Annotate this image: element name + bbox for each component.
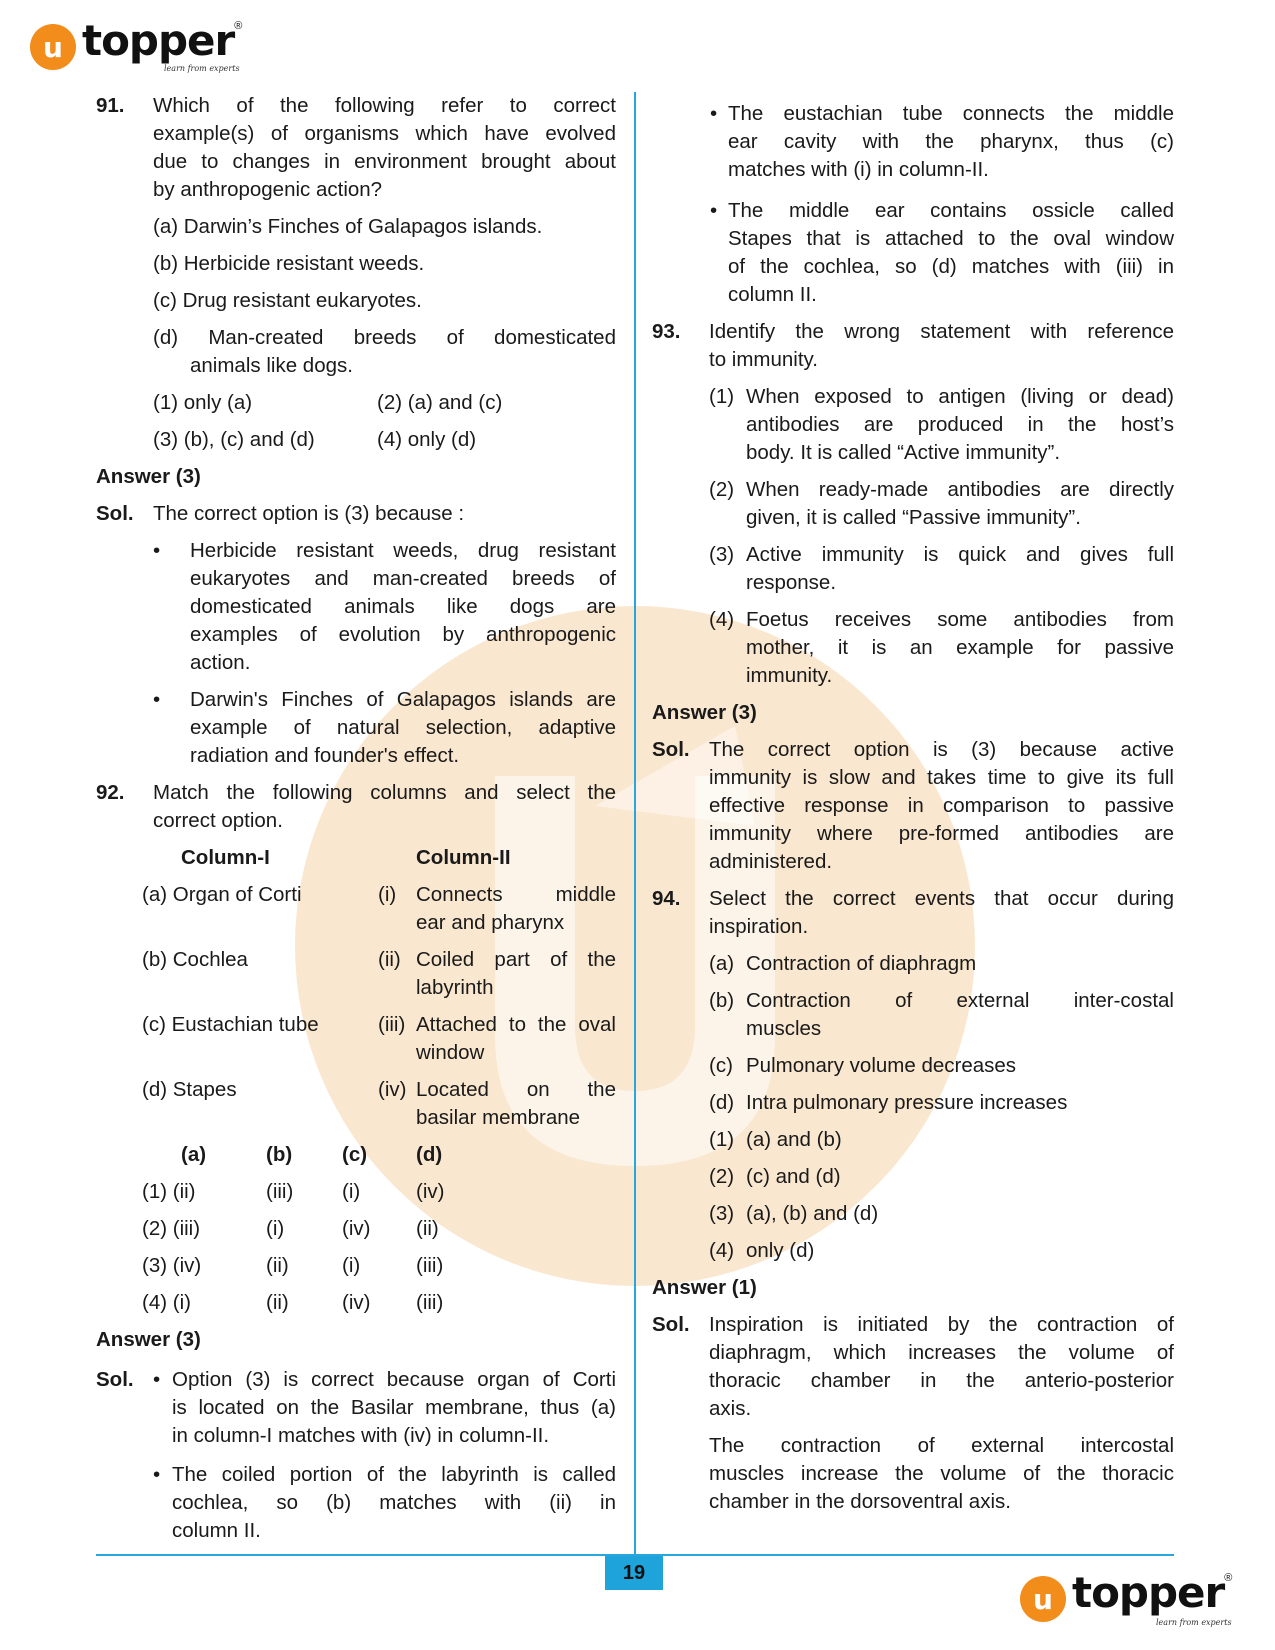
left-text-line: (ii) <box>266 1254 289 1277</box>
left-text-line: due to changes in environment brought about <box>153 150 616 173</box>
brand-tagline: learn from experts <box>1156 1618 1232 1627</box>
right-text-line: effective response in comparison to passive <box>709 794 1174 817</box>
left-text-line: 92. <box>96 781 125 804</box>
right-text-line: ear cavity with the pharynx, thus (c) <box>728 130 1174 153</box>
left-text-line: (c) <box>342 1143 368 1166</box>
left-text-line: Match the following columns and select the <box>153 781 616 804</box>
left-text-line: Column-I <box>181 846 270 869</box>
right-text-line: to immunity. <box>709 348 818 371</box>
right-text-line: 93. <box>652 320 681 343</box>
right-text-line: column II. <box>728 283 817 306</box>
right-text-line: axis. <box>709 1397 752 1420</box>
left-text-line: • <box>153 539 161 562</box>
brand-registered: ® <box>1224 1572 1233 1584</box>
left-text-line: window <box>416 1041 485 1064</box>
right-text-line: The eustachian tube connects the middle <box>728 102 1174 125</box>
right-text-line: muscles increase the volume of the thoracic <box>709 1462 1174 1485</box>
left-text-line: (d) Man-created breeds of domesticated <box>153 326 616 349</box>
left-text-line: (4) (i) <box>142 1291 191 1314</box>
left-text-line: animals like dogs. <box>190 354 353 377</box>
left-text-line: Answer (3) <box>96 465 201 488</box>
brand-mark-icon: u <box>1020 1576 1066 1622</box>
left-text-line: Darwin's Finches of Galapagos islands are <box>190 688 616 711</box>
brand-logo-top <box>30 16 243 73</box>
right-text-line: • <box>710 199 718 222</box>
right-text-line: (1) <box>709 385 735 408</box>
left-text-line: (b) <box>266 1143 293 1166</box>
left-text-line: (4) only (d) <box>377 428 477 451</box>
right-text-line: Identify the wrong statement with reference <box>709 320 1174 343</box>
right-text-line: given, it is called “Passive immunity”. <box>746 506 1081 529</box>
right-text-line: Answer (3) <box>652 701 757 724</box>
left-text-line: Column-II <box>416 846 511 869</box>
left-text-line: (2) (iii) <box>142 1217 201 1240</box>
left-text-line: eukaryotes and man-created breeds of <box>190 567 616 590</box>
left-text-line: Option (3) is correct because organ of Corti <box>172 1368 616 1391</box>
left-text-line: (i) <box>266 1217 285 1240</box>
left-text-line: (iii) <box>416 1254 444 1277</box>
left-text-line: (i) <box>342 1180 361 1203</box>
left-text-line: (d) Stapes <box>142 1078 237 1101</box>
left-text-line: (iii) <box>266 1180 294 1203</box>
left-text-line: (iii) <box>416 1291 444 1314</box>
left-text-line: example of natural selection, adaptive <box>190 716 616 739</box>
left-text-line: (iv) <box>342 1217 371 1240</box>
left-text-line: (d) <box>416 1143 443 1166</box>
right-text-line: administered. <box>709 850 833 873</box>
left-text-line: labyrinth <box>416 976 494 999</box>
left-text-line: (c) Eustachian tube <box>142 1013 319 1036</box>
right-text-line: When ready-made antibodies are directly <box>746 478 1174 501</box>
left-text-line: (a) <box>181 1143 207 1166</box>
page-number: 19 <box>605 1556 663 1590</box>
left-text-line: ear and pharynx <box>416 911 565 934</box>
left-text-line: (1) (ii) <box>142 1180 196 1203</box>
left-text-line: Sol. <box>96 1368 134 1391</box>
right-text-line: (2) <box>709 478 735 501</box>
left-text-line: (iv) <box>342 1291 371 1314</box>
right-text-line: antibodies are produced in the host’s <box>746 413 1174 436</box>
left-text-line: correct option. <box>153 809 283 832</box>
right-text-line: The correct option is (3) because active <box>709 738 1174 761</box>
right-text-line: (4) <box>709 608 735 631</box>
right-text-line: (d) <box>709 1091 735 1114</box>
left-text-line: • <box>153 688 161 711</box>
left-text-line: (2) (a) and (c) <box>377 391 503 414</box>
left-text-line: (3) (b), (c) and (d) <box>153 428 315 451</box>
left-text-line: by anthropogenic action? <box>153 178 383 201</box>
right-text-line: (c) and (d) <box>746 1165 841 1188</box>
right-text-line: (3) <box>709 1202 735 1225</box>
left-text-line: (ii) <box>416 1217 439 1240</box>
right-text-line: chamber in the dorsoventral axis. <box>709 1490 1011 1513</box>
left-text-line: Answer (3) <box>96 1328 201 1351</box>
left-text-line: Located on the <box>416 1078 616 1101</box>
left-text-line: • <box>153 1368 161 1391</box>
right-text-line: Active immunity is quick and gives full <box>746 543 1174 566</box>
left-text-line: The coiled portion of the labyrinth is called <box>172 1463 616 1486</box>
right-text-line: (1) <box>709 1128 735 1151</box>
left-text-line: Connects middle <box>416 883 616 906</box>
left-text-line: (c) Drug resistant eukaryotes. <box>153 289 422 312</box>
right-text-line: Sol. <box>652 1313 690 1336</box>
left-text-line: (i) <box>342 1254 361 1277</box>
left-text-line: (a) Organ of Corti <box>142 883 302 906</box>
left-text-line: (b) Herbicide resistant weeds. <box>153 252 425 275</box>
right-text-line: immunity is slow and takes time to give its full <box>709 766 1174 789</box>
right-text-line: Answer (1) <box>652 1276 757 1299</box>
right-text-line: (a) and (b) <box>746 1128 842 1151</box>
left-text-line: (iv) <box>416 1180 445 1203</box>
right-text-line: 94. <box>652 887 681 910</box>
right-text-line: immunity. <box>746 664 833 687</box>
left-text-line: (ii) <box>266 1291 289 1314</box>
left-text-line: in column-I matches with (iv) in column-II. <box>172 1424 550 1447</box>
left-text-line: (i) <box>378 883 397 906</box>
column-divider <box>634 92 636 1590</box>
right-text-line: Sol. <box>652 738 690 761</box>
right-text-line: When exposed to antigen (living or dead) <box>746 385 1174 408</box>
left-text-line: example(s) of organisms which have evolved <box>153 122 616 145</box>
brand-name: topper <box>82 16 235 65</box>
left-text-line: Sol. <box>96 502 134 525</box>
left-text-line: • <box>153 1463 161 1486</box>
right-text-line: diaphragm, which increases the volume of <box>709 1341 1174 1364</box>
right-text-line: The contraction of external intercostal <box>709 1434 1174 1457</box>
right-text-line: The middle ear contains ossicle called <box>728 199 1174 222</box>
left-text-line: Herbicide resistant weeds, drug resistant <box>190 539 616 562</box>
left-text-line: (3) (iv) <box>142 1254 202 1277</box>
right-text-line: Contraction of external inter-costal <box>746 989 1174 1012</box>
brand-logo-bottom <box>1020 1568 1233 1627</box>
left-text-line: Which of the following refer to correct <box>153 94 616 117</box>
right-text-line: Foetus receives some antibodies from <box>746 608 1174 631</box>
left-text-line: 91. <box>96 94 125 117</box>
right-text-line: Contraction of diaphragm <box>746 952 977 975</box>
left-text-line: column II. <box>172 1519 261 1542</box>
left-text-line: Coiled part of the <box>416 948 616 971</box>
left-text-line: (1) only (a) <box>153 391 253 414</box>
right-text-line: (a), (b) and (d) <box>746 1202 879 1225</box>
right-text-line: (a) <box>709 952 735 975</box>
left-text-line: (b) Cochlea <box>142 948 248 971</box>
right-text-line: only (d) <box>746 1239 815 1262</box>
right-text-line: immunity where pre-formed antibodies are <box>709 822 1174 845</box>
left-text-line: radiation and founder's effect. <box>190 744 460 767</box>
left-text-line: is located on the Basilar membrane, thus (a) <box>172 1396 616 1419</box>
right-text-line: Select the correct events that occur during <box>709 887 1174 910</box>
left-text-line: basilar membrane <box>416 1106 581 1129</box>
left-text-line: domesticated animals like dogs are <box>190 595 616 618</box>
left-text-line: (iv) <box>378 1078 407 1101</box>
right-text-line: Inspiration is initiated by the contraction of <box>709 1313 1174 1336</box>
right-text-line: (3) <box>709 543 735 566</box>
right-text-line: of the cochlea, so (d) matches with (iii) in <box>728 255 1174 278</box>
left-text-line: examples of evolution by anthropogenic <box>190 623 616 646</box>
right-text-line: • <box>710 102 718 125</box>
right-text-line: muscles <box>746 1017 822 1040</box>
right-text-line: Intra pulmonary pressure increases <box>746 1091 1068 1114</box>
right-text-line: thoracic chamber in the anterio-posterior <box>709 1369 1174 1392</box>
right-text-line: body. It is called “Active immunity”. <box>746 441 1061 464</box>
left-text-line: (ii) <box>378 948 401 971</box>
right-text-line: mother, it is an example for passive <box>746 636 1174 659</box>
right-text-line: inspiration. <box>709 915 809 938</box>
left-text-line: Attached to the oval <box>416 1013 616 1036</box>
right-text-line: Pulmonary volume decreases <box>746 1054 1017 1077</box>
right-text-line: (b) <box>709 989 735 1012</box>
left-text-line: (a) Darwin’s Finches of Galapagos islands. <box>153 215 543 238</box>
brand-registered: ® <box>234 20 243 32</box>
brand-tagline: learn from experts <box>164 64 240 73</box>
left-text-line: cochlea, so (b) matches with (ii) in <box>172 1491 616 1514</box>
right-text-line: (4) <box>709 1239 735 1262</box>
right-text-line: matches with (i) in column-II. <box>728 158 989 181</box>
left-text-line: (iii) <box>378 1013 406 1036</box>
brand-mark-icon: u <box>30 24 76 70</box>
right-text-line: (2) <box>709 1165 735 1188</box>
right-text-line: (c) <box>709 1054 733 1077</box>
left-text-line: action. <box>190 651 251 674</box>
right-text-line: response. <box>746 571 837 594</box>
right-text-line: Stapes that is attached to the oval window <box>728 227 1174 250</box>
brand-name: topper <box>1072 1568 1225 1617</box>
left-text-line: The correct option is (3) because : <box>153 502 465 525</box>
